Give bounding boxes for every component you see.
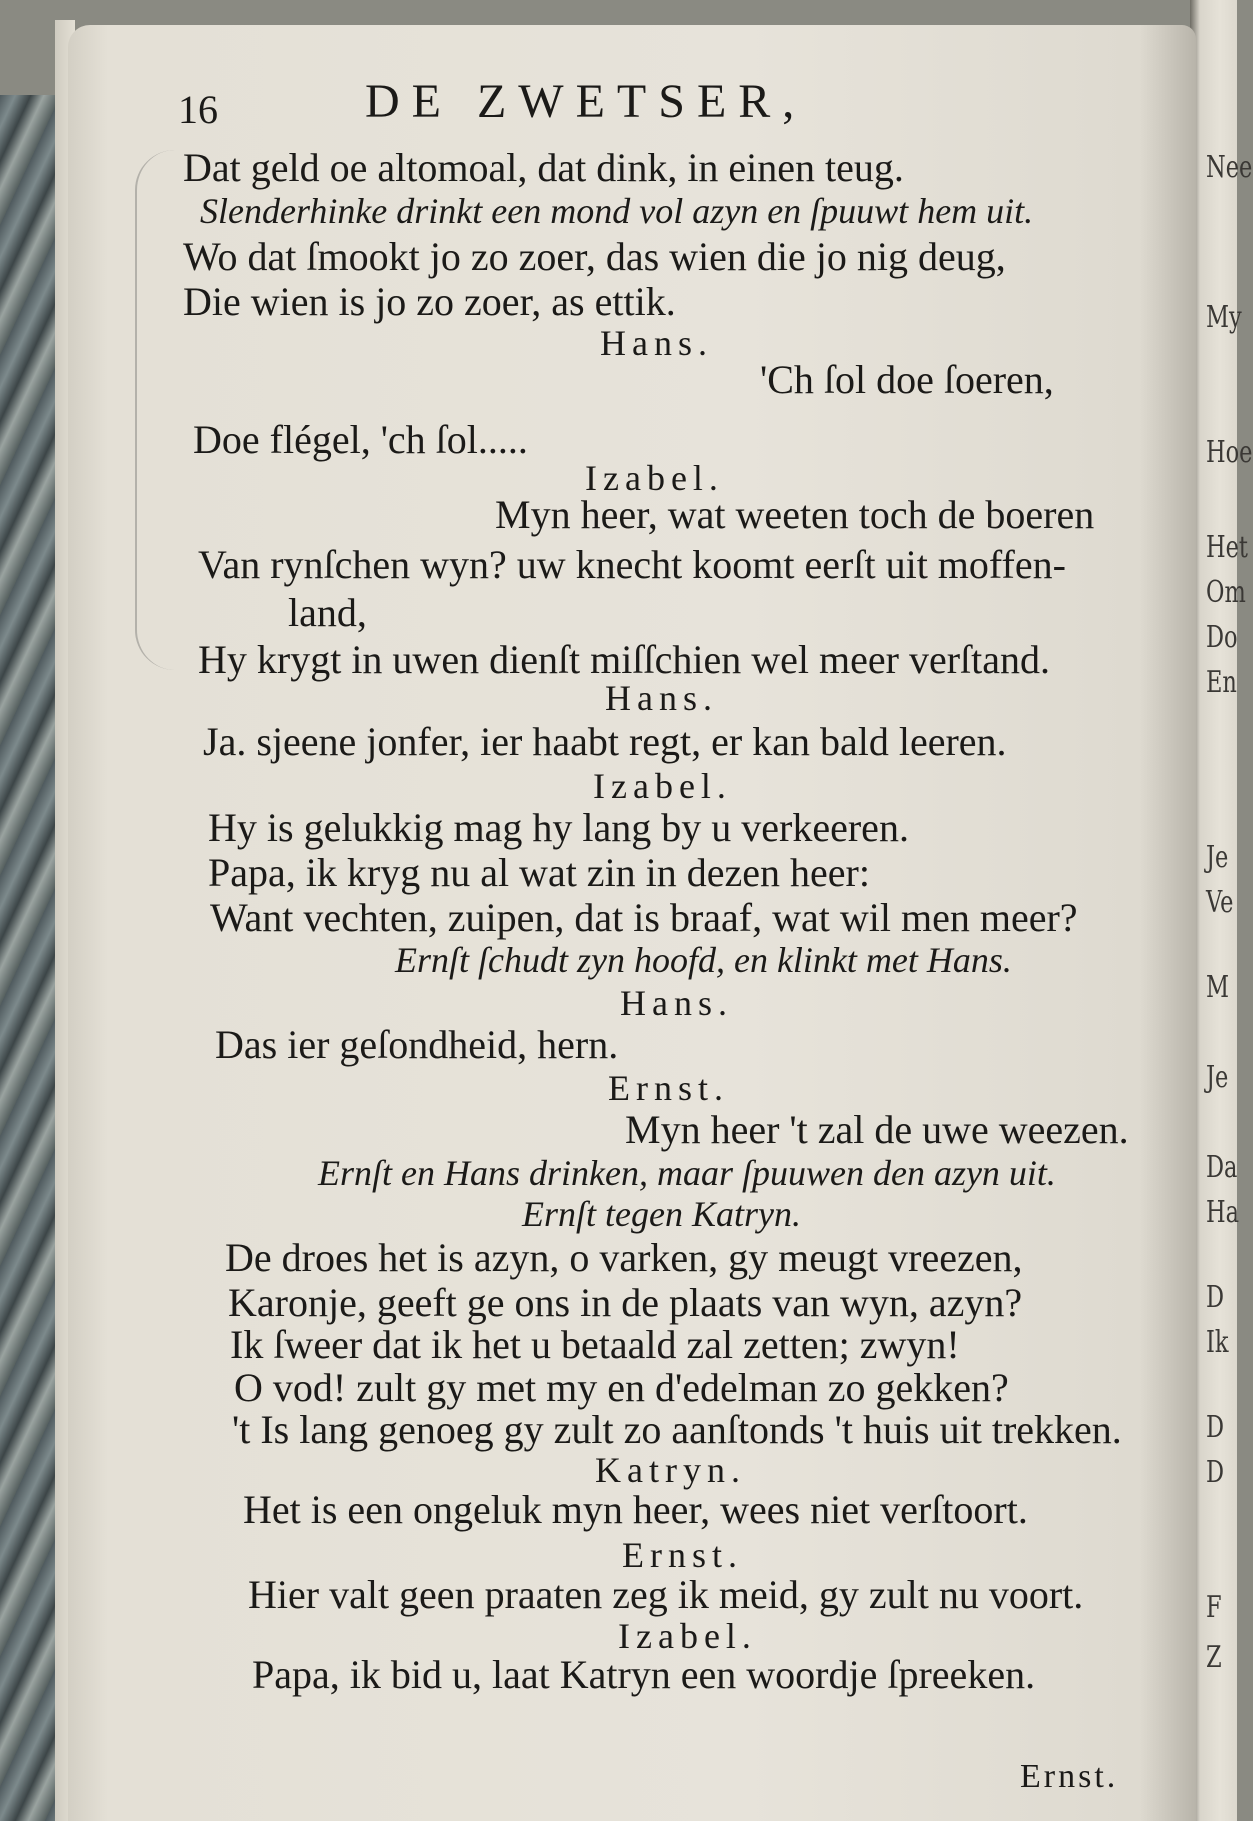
facing-fragment: M: [1206, 970, 1230, 1005]
page-number: 16: [178, 87, 218, 132]
speaker-name: Izabel.: [618, 1616, 757, 1656]
verse-line: De droes het is azyn, o varken, gy meugt vreezen,: [225, 1235, 1023, 1280]
stage-direction: Slenderhinke drinkt een mond vol azyn en ſpuuwt hem uit.: [200, 191, 1034, 231]
facing-fragment: Ve: [1206, 885, 1234, 920]
verse-line: Doe flégel, 'ch ſol.....: [193, 417, 528, 462]
facing-fragment: Om: [1206, 575, 1246, 610]
speaker-name: Izabel.: [585, 458, 724, 498]
facing-fragment: D: [1206, 1410, 1225, 1445]
facing-fragment: Nee: [1206, 150, 1253, 185]
verse-line: Das ier geſondheid, hern.: [215, 1022, 619, 1067]
facing-fragment: Ha: [1206, 1195, 1240, 1230]
verse-line: Papa, ik kryg nu al wat zin in dezen heer:: [208, 850, 870, 895]
speaker-name: Hans.: [605, 678, 718, 718]
verse-line: Hy is gelukkig mag hy lang by u verkeeren.: [208, 805, 909, 850]
facing-fragment: D: [1206, 1455, 1225, 1490]
speaker-name: Hans.: [620, 983, 733, 1023]
stage-direction: Ernſt ſchudt zyn hoofd, en klinkt met Hans.: [395, 940, 1012, 980]
facing-fragment: F: [1206, 1590, 1222, 1625]
running-title: DE ZWETSER,: [365, 75, 807, 128]
verse-line: Hy krygt in uwen dienſt miſſchien wel meer verſtand.: [198, 637, 1050, 682]
verse-line: Die wien is jo zo zoer, as ettik.: [183, 279, 676, 324]
speaker-name: Katryn.: [595, 1450, 746, 1490]
facing-fragment: D: [1206, 1280, 1225, 1315]
verse-line: 't Is lang genoeg gy zult zo aanſtonds 't huis uit trekken.: [232, 1407, 1122, 1452]
verse-line: land,: [288, 590, 367, 635]
verse-line: Want vechten, zuipen, dat is braaf, wat wil men meer?: [210, 895, 1078, 940]
facing-fragment: Hoe: [1206, 435, 1253, 470]
facing-fragment: Z: [1206, 1640, 1222, 1675]
facing-fragment: My: [1206, 300, 1242, 335]
verse-line: Het is een ongeluk myn heer, wees niet verſtoort.: [243, 1487, 1028, 1532]
facing-page: [1190, 0, 1253, 1821]
pencil-margin-mark: [135, 150, 177, 670]
speaker-name: Izabel.: [593, 766, 732, 806]
facing-fragment: Do: [1206, 620, 1238, 655]
verse-line: O vod! zult gy met my en d'edelman zo gekken?: [234, 1365, 1009, 1410]
verse-line: Hier valt geen praaten zeg ik meid, gy zult nu voort.: [248, 1572, 1084, 1617]
speaker-name: Ernst.: [622, 1535, 743, 1575]
verse-line: Myn heer 't zal de uwe weezen.: [625, 1107, 1129, 1152]
stage-direction: Ernſt en Hans drinken, maar ſpuuwen den azyn uit.: [318, 1153, 1056, 1193]
facing-fragment: Het: [1206, 530, 1248, 565]
facing-fragment: En: [1206, 665, 1237, 700]
verse-line: Dat geld oe altomoal, dat dink, in einen teug.: [183, 145, 904, 190]
verse-line: Ja. sjeene jonfer, ier haabt regt, er kan bald leeren.: [203, 719, 1007, 764]
facing-fragment: Je: [1206, 1060, 1229, 1095]
verse-line: Papa, ik bid u, laat Katryn een woordje ſpreeken.: [252, 1652, 1036, 1697]
stage-direction: Ernſt tegen Katryn.: [522, 1194, 801, 1234]
verse-line: Van rynſchen wyn? uw knecht koomt eerſt uit moffen-: [198, 542, 1066, 587]
verse-line: Myn heer, wat weeten toch de boeren: [495, 492, 1095, 537]
speaker-name: Hans.: [600, 323, 713, 363]
facing-fragment: Da: [1206, 1150, 1238, 1185]
speaker-name: Ernst.: [608, 1068, 729, 1108]
verse-line: 'Ch ſol doe ſoeren,: [760, 357, 1054, 402]
verse-line: Ik ſweer dat ik het u betaald zal zetten; zwyn!: [230, 1322, 960, 1367]
facing-fragment: Je: [1206, 840, 1229, 875]
facing-fragment: Ik: [1206, 1325, 1229, 1360]
verse-line: Wo dat ſmookt jo zo zoer, das wien die jo nig deug,: [183, 234, 1006, 279]
verse-line: Karonje, geeft ge ons in de plaats van wyn, azyn?: [228, 1280, 1023, 1325]
catchword: Ernst.: [1020, 1758, 1119, 1795]
